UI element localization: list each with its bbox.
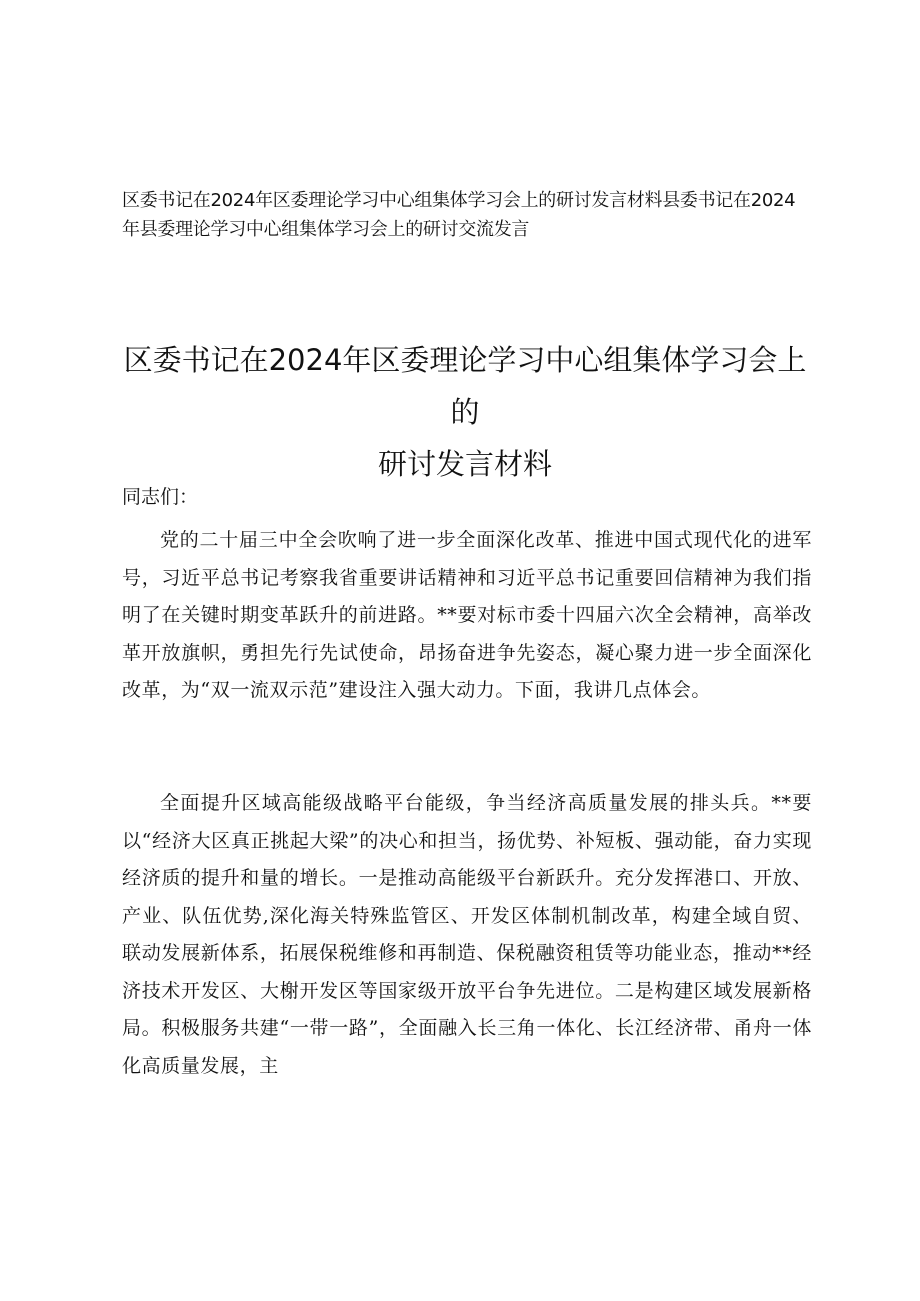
body-paragraph: 全面提升区域高能级战略平台能级，争当经济高质量发展的排头兵。**要以“经济大区真正挑起大梁”的决心和担当，扬优势、补短板、强动能，奋力实现经济质的提升和量的增长。一是推动高能级平台新跃升。充分发挥港口、开放、产业、队伍优势,深化海关特殊监管区、开发区体制机制改革，构建全域自贸、联动发展新体系，拓展保税维修和再制造、保税融资租赁等功能业态，推动**经济技术开发区、大榭开发区等国家级开放平台争先进位。二是构建区域发展新格局。积极服务共建“一带一路”，全面融入长三角一体化、长江经济带、甬舟一体化高质量发展，主 [122,792,812,1077]
main-title-line-2: 研讨发言材料 [377,447,552,481]
salutation: 同志们： [122,486,199,508]
body-paragraph: 党的二十届三中全会吹响了进一步全面深化改革、推进中国式现代化的进军号，习近平总书记考察我省重要讲话精神和习近平总书记重要回信精神为我们指明了在关键时期变革跃升的前进路。**要对标市委十四届六次全会精神，高举改革开放旗帜，勇担先行先试使命，昂扬奋进争先姿态，凝心聚力进一步全面深化改革，为“双一流双示范”建设注入强大动力。下面，我讲几点体会。 [122,529,812,701]
main-title-line-1: 区委书记在2024年区委理论学习中心组集体学习会上的 [123,343,807,429]
document-header-title: 区委书记在2024年区委理论学习中心组集体学习会上的研讨发言材料县委书记在2024年县委理论学习中心组集体学习会上的研讨交流发言 [122,190,796,240]
document-main-title [120,334,810,490]
